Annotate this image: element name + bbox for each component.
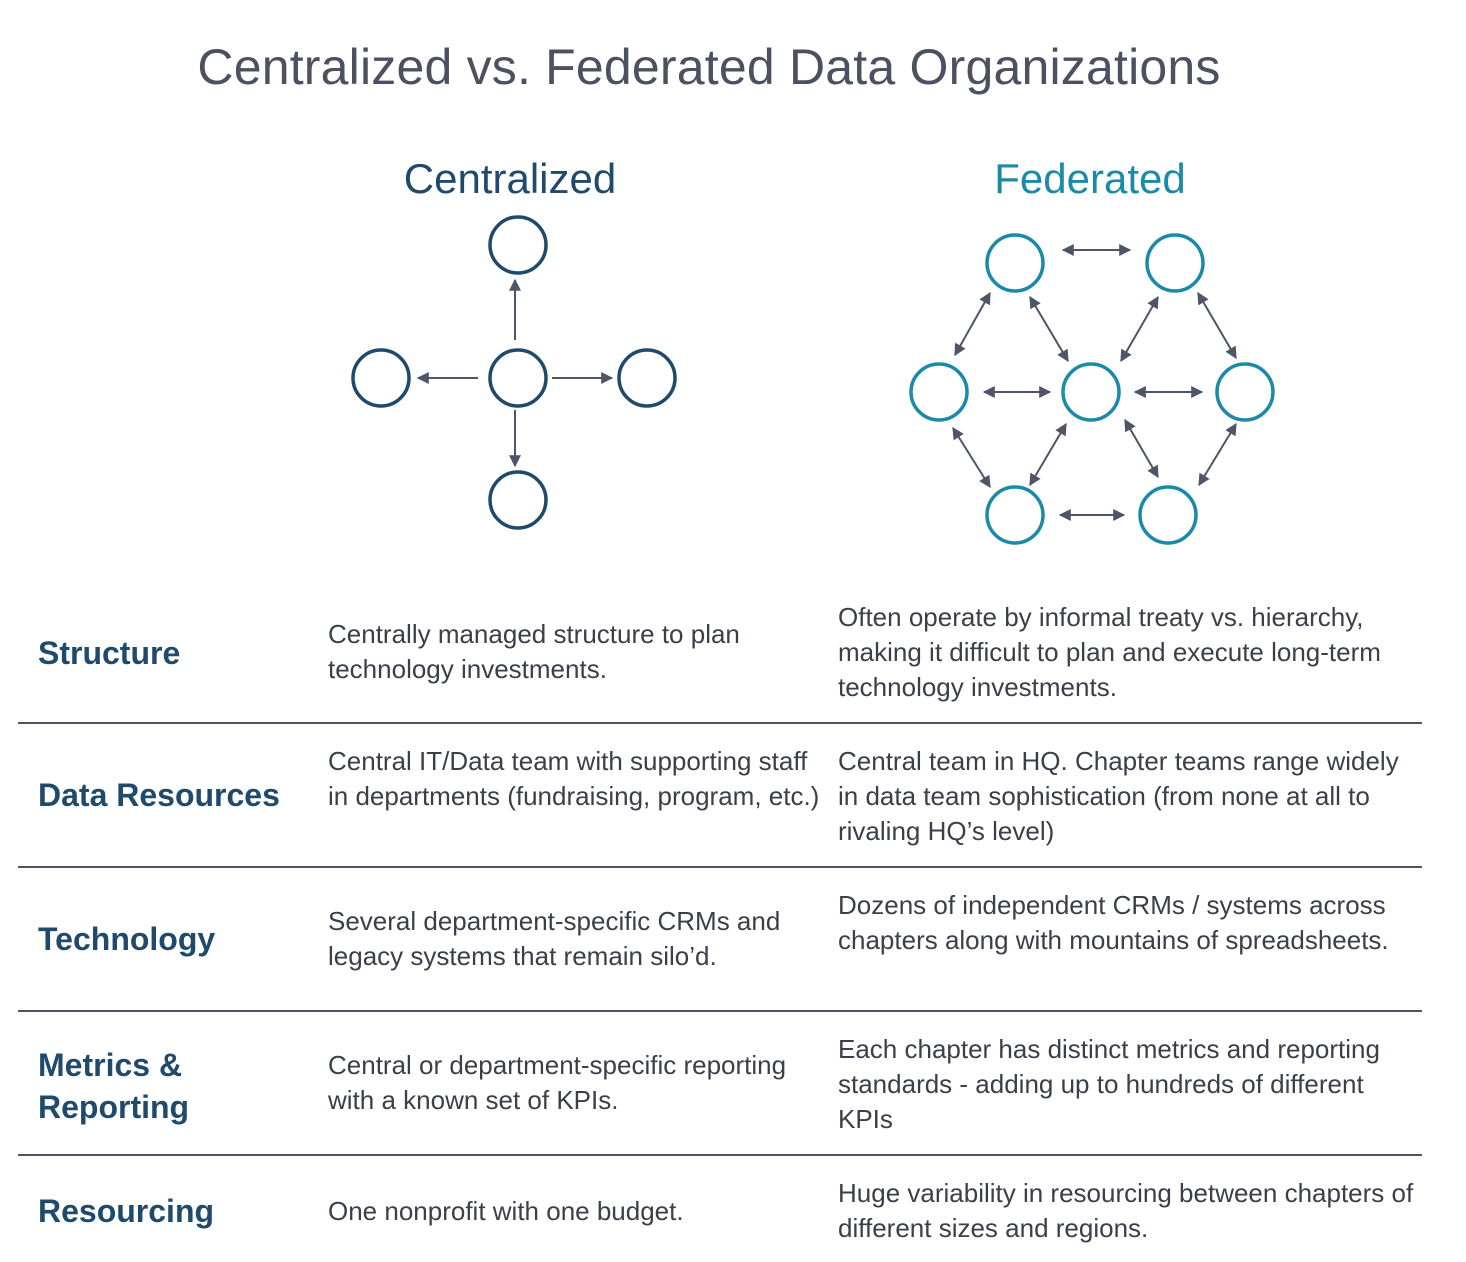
fed-arrow [1198,293,1236,358]
fed-arrow [955,293,990,355]
cell-federated: Each chapter has distinct metrics and reporting standards - adding up to hundreds of different KPIs [838,1034,1380,1134]
cell-centralized: Centrally managed structure to plan technology investments. [328,619,740,684]
table-row [18,1156,1422,1256]
fed-arrow [1121,297,1158,361]
table-row [18,868,1422,1010]
cell-federated: Central team in HQ. Chapter teams range widely in data team sophistication (from none at all to rivaling HQ’s level) [838,746,1399,846]
page-title: Centralized vs. Federated Data Organizations [197,39,1221,95]
org-diagrams [0,0,1466,580]
central-node-left [353,350,409,406]
cell-federated: Often operate by informal treaty vs. hierarchy, making it difficult to plan and execute long-term technology investments. [838,602,1381,702]
row-label-data-resources: Data Resources [38,777,280,813]
fed-node-top-right [1147,235,1203,291]
cell-federated: Huge variability in resourcing between chapters of different sizes and regions. [838,1178,1414,1243]
table-row [18,586,1422,722]
cell-centralized: Central IT/Data team with supporting staff in departments (fundraising, program, etc.) [328,746,820,811]
row-label-structure: Structure [38,635,181,671]
federated-heading: Federated [994,155,1186,202]
fed-node-center [1063,364,1119,420]
row-label-metrics-reporting: Metrics & Reporting [38,1047,190,1125]
table-row [18,724,1422,866]
fed-arrow [1199,424,1236,485]
fed-node-bottom-right [1140,487,1196,543]
fed-node-left [911,364,967,420]
fed-node-right [1217,364,1273,420]
row-label-technology: Technology [38,921,216,957]
fed-arrow [953,428,990,487]
fed-arrow [1125,420,1158,477]
cell-centralized: Several department-specific CRMs and legacy systems that remain silo’d. [328,906,781,971]
fed-node-top-left [987,235,1043,291]
fed-arrow [1030,297,1068,361]
fed-arrow [1030,424,1066,485]
central-node-hub [490,350,546,406]
cell-centralized: One nonprofit with one budget. [328,1196,684,1226]
cell-centralized: Central or department-specific reporting with a known set of KPIs. [328,1050,787,1115]
row-label-resourcing: Resourcing [38,1193,215,1229]
centralized-heading: Centralized [403,155,617,202]
central-node-top [490,217,546,273]
federated-diagram [911,235,1273,543]
central-node-right [619,350,675,406]
central-node-bottom [490,472,546,528]
cell-federated: Dozens of independent CRMs / systems across chapters along with mountains of spreadsheets. [838,890,1389,955]
fed-node-bottom-left [987,487,1043,543]
table-row [18,1012,1422,1154]
centralized-diagram [353,217,675,528]
